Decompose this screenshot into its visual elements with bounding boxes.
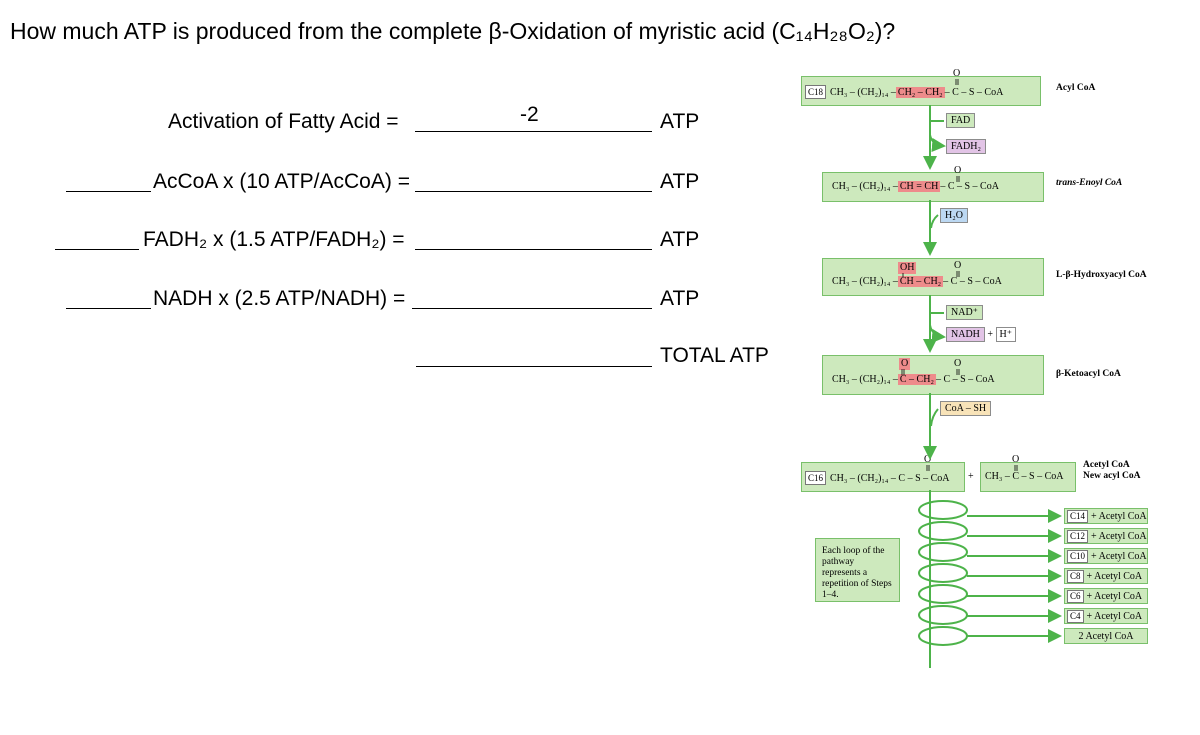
name-new-acyl-coa: New acyl CoA [1083, 471, 1141, 481]
carbonyl-o: O [1012, 454, 1020, 465]
loop-note: Each loop of the pathway represents a repetition of Steps 1–4. [815, 538, 900, 602]
plus-sign: + [987, 329, 994, 340]
highlight-alpha-beta: CH₂ – CH₂ [897, 87, 943, 98]
product-text: + Acetyl CoA [1091, 551, 1147, 562]
formula-part: CH₃ – (CH₂)₁₄ – [832, 374, 898, 385]
name-enoyl-coa: trans-Enoyl CoA [1056, 178, 1123, 188]
carbonyl-bonds [902, 79, 1020, 471]
h-plus-tag: H⁺ [996, 327, 1017, 342]
keto-o: O [901, 358, 909, 369]
carbon-badge-c16: C16 [805, 471, 826, 485]
total-label: TOTAL ATP [660, 344, 769, 367]
carbon-badge: C6 [1067, 590, 1084, 603]
nadh-tag: NADH [946, 327, 985, 342]
carbonyl-o: O [954, 165, 962, 176]
cycle-loops [919, 501, 1060, 645]
carbon-badge: C10 [1067, 550, 1088, 563]
fadh2-out-arrow [930, 135, 944, 146]
fad-tag: FAD [946, 113, 975, 128]
row-unit-nadh: ATP [660, 287, 700, 310]
formula-part: – C – S – CoA [935, 374, 995, 385]
formula-part: – C – S – CoA [940, 181, 999, 192]
formula-part: – C – S – CoA [943, 276, 1002, 287]
coash-in-arrow [931, 409, 938, 426]
highlight-keto-carbon: C – CH₂ [899, 374, 934, 385]
highlight-double-bond: CH = CH [899, 181, 939, 192]
acetyl-coa-formula: CH₃ – C – S – CoA [985, 471, 1064, 482]
row-unit-activation: ATP [660, 110, 700, 133]
carbon-badge: C14 [1067, 510, 1088, 523]
row-label-nadh: NADH x (2.5 ATP/NADH) = [153, 287, 406, 310]
carbonyl-o: O [954, 358, 962, 369]
formula-part: CH₃ – (CH₂)₁₄ – [832, 276, 898, 287]
plus-sign: + [968, 471, 974, 482]
name-acetyl-coa: Acetyl CoA [1083, 460, 1130, 470]
row-label-fadh2: FADH₂ x (1.5 ATP/FADH₂) = [143, 228, 405, 251]
nadh-out-arrow [930, 325, 944, 337]
carbonyl-o: O [953, 68, 961, 79]
name-hydroxyacyl-coa: L-β-Hydroxyacyl CoA [1056, 270, 1147, 280]
row-label-activation: Activation of Fatty Acid = [168, 110, 399, 133]
carbon-badge-c18: C18 [805, 85, 826, 99]
name-ketoacyl-coa: β-Ketoacyl CoA [1056, 369, 1121, 379]
nad-tag: NAD⁺ [946, 305, 983, 320]
name-acyl-coa: Acyl CoA [1056, 83, 1096, 93]
formula-part: CH₃ – (CH₂)₁₄ – C – S – CoA [830, 473, 950, 484]
highlight-hydroxyl-carbon: CH – CH₂ [899, 276, 942, 287]
coash-tag: CoA – SH [940, 401, 991, 416]
carbon-badge: C4 [1067, 610, 1084, 623]
formula-part: – C – S – CoA [944, 87, 1004, 98]
carbon-badge: C8 [1067, 570, 1084, 583]
row-label-accoa: AcCoA x (10 ATP/AcCoA) = [153, 170, 410, 193]
fadh2-tag: FADH₂ [946, 139, 986, 154]
h2o-in-arrow [931, 215, 938, 228]
product-text: + Acetyl CoA [1086, 591, 1143, 602]
h2o-tag: H₂O [940, 208, 968, 223]
question-text: How much ATP is produced from the complete β-Oxidation of myristic acid (C₁₄H₂₈O₂)? [10, 18, 896, 44]
product-text: + Acetyl CoA [1091, 531, 1147, 542]
formula-part: CH₃ – (CH₂)₁₄ – [832, 181, 898, 192]
product-text: + Acetyl CoA [1091, 511, 1147, 522]
carbon-badge: C12 [1067, 530, 1088, 543]
row-unit-accoa: ATP [660, 170, 700, 193]
row-unit-fadh2: ATP [660, 228, 700, 251]
product-text: + Acetyl CoA [1086, 571, 1143, 582]
answer-value-activation: -2 [520, 103, 539, 126]
carbonyl-o: O [954, 260, 962, 271]
product-text: 2 Acetyl CoA [1078, 631, 1134, 642]
formula-part: CH₃ – (CH₂)₁₄ – [830, 87, 896, 98]
product-text: + Acetyl CoA [1086, 611, 1143, 622]
hydroxyl-group: OH [900, 262, 915, 273]
carbonyl-o: O [924, 454, 932, 465]
